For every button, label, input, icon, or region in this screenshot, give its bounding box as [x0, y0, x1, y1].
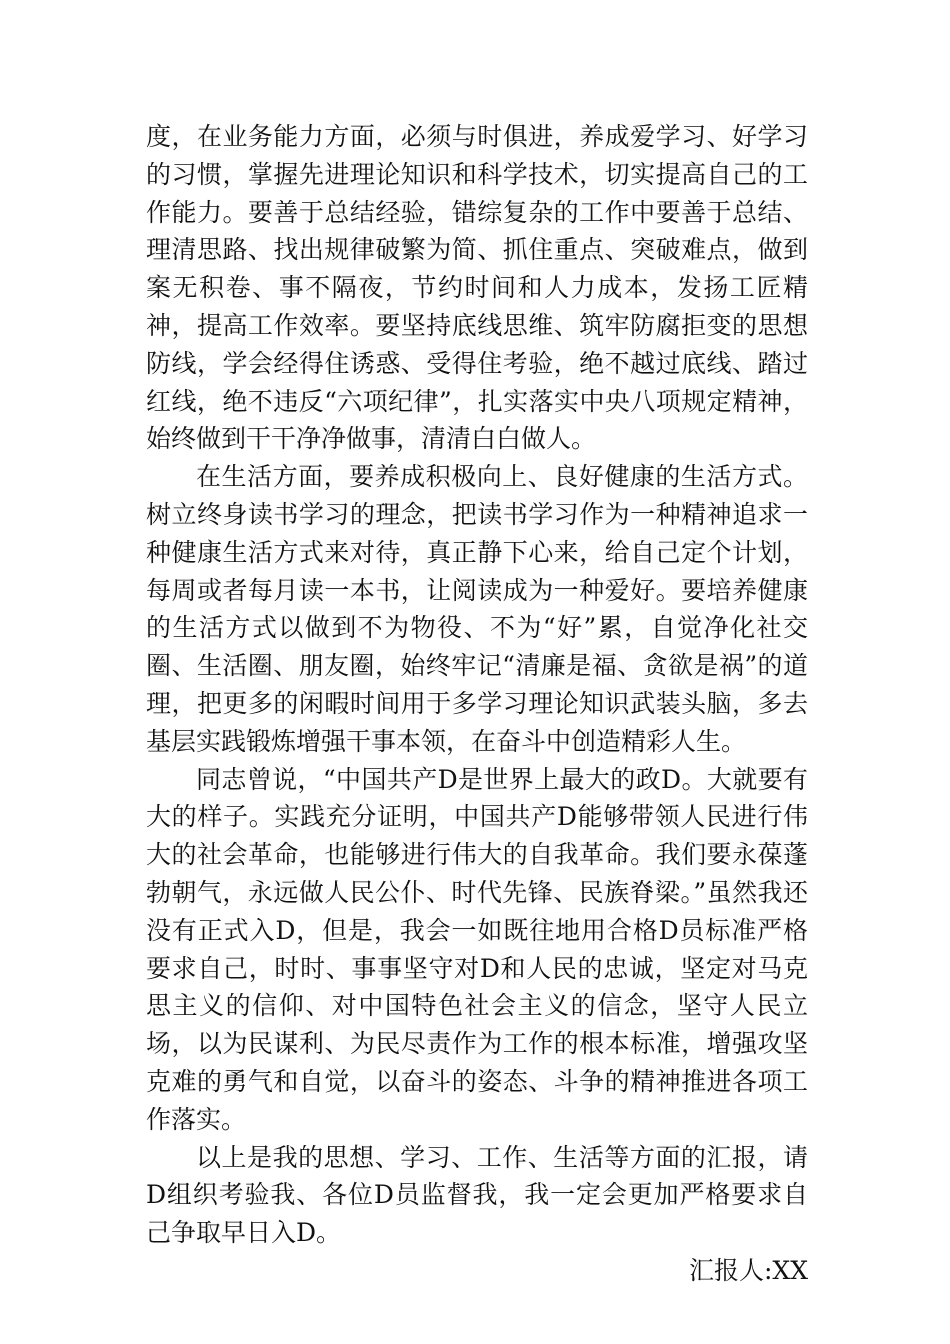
- signature-reporter: 汇报人:XX: [688, 1255, 808, 1285]
- paragraph-lifestyle: 在生活方面，要养成积极向上、良好健康的生活方式。树立终身读书学习的理念，把读书学习作为一种精神追求一种健康生活方式来对待，真正静下心来，给自己定个计划，每周或者每月读一本书，让阅读成为一种爱好。要培养健康的生活方式以做到不为物役、不为“好”累，自觉净化社交圈、生活圈、朋友圈，始终牢记“清廉是福、贪欲是祸”的道理，把更多的闲暇时间用于多学习理论知识武装头脑，多去基层实践锻炼增强干事本领，在奋斗中创造精彩人生。: [146, 462, 808, 756]
- paragraph-closing: 以上是我的思想、学习、工作、生活等方面的汇报，请D组织考验我、各位D员监督我，我一定会更加严格要求自己争取早日入D。: [146, 1142, 808, 1248]
- paragraph-work-ability: 度，在业务能力方面，必须与时俱进，养成爱学习、好学习的习惯，掌握先进理论知识和科学技术，切实提高自己的工作能力。要善于总结经验，错综复杂的工作中要善于总结、理清思路、找出规律破繁为简、抓住重点、突破难点，做到案无积卷、事不隔夜，节约时间和人力成本，发扬工匠精神，提高工作效率。要坚持底线思维、筑牢防腐拒变的思想防线，学会经得住诱惑、受得住考验，绝不越过底线、踏过红线，绝不违反“六项纪律”，扎实落实中央八项规定精神，始终做到干干净净做事，清清白白做人。: [146, 122, 808, 454]
- document-body: [146, 118, 808, 1290]
- paragraph-party-quote: 同志曾说，“中国共产D是世界上最大的政D。大就要有大的样子。实践充分证明，中国共产D能够带领人民进行伟大的社会革命，也能够进行伟大的自我革命。我们要永葆蓬勃朝气，永远做人民公仆、时代先锋、民族脊梁。”虽然我还没有正式入D，但是，我会一如既往地用合格D员标准严格要求自己，时时、事事坚守对D和人民的忠诚，坚定对马克思主义的信仰、对中国特色社会主义的信念，坚守人民立场，以为民谋利、为民尽责作为工作的根本标准，增强攻坚克难的勇气和自觉，以奋斗的姿态、斗争的精神推进各项工作落实。: [146, 764, 808, 1134]
